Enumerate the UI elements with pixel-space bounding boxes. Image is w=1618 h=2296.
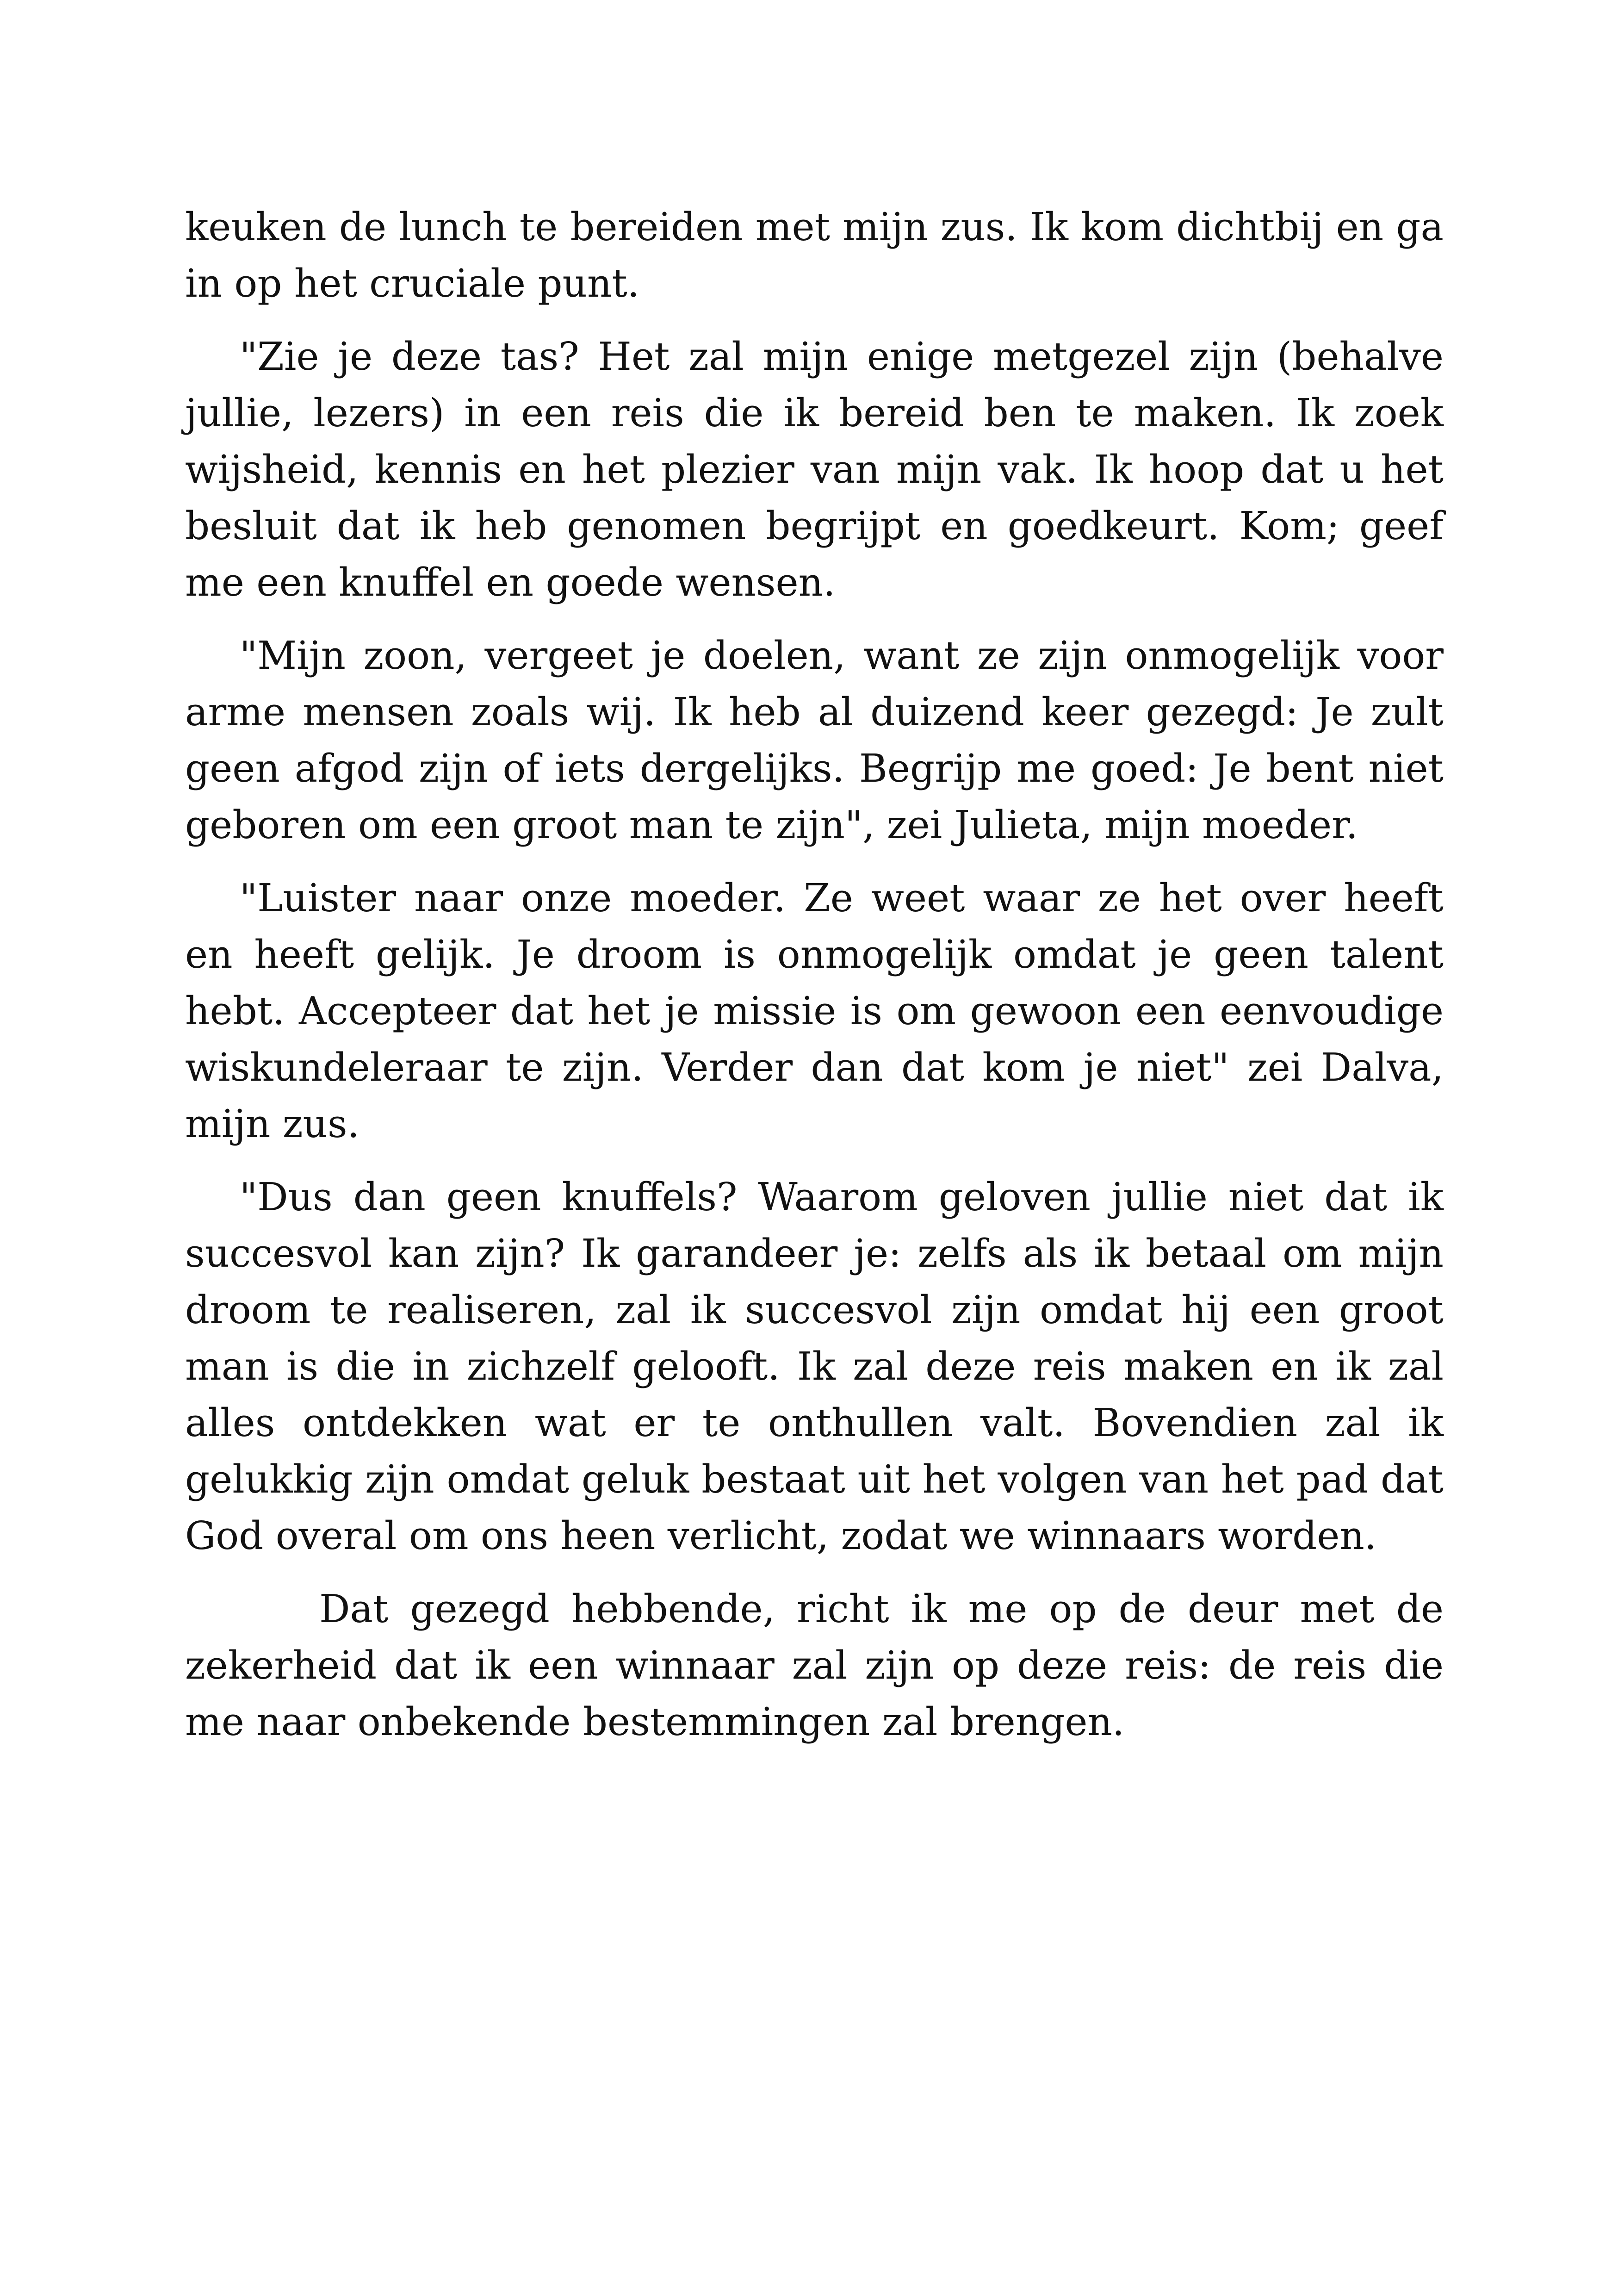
- body-text: [185, 199, 1444, 1767]
- paragraph-6: Dat gezegd hebbende, richt ik me op de deur met de zekerheid dat ik een winnaar zal zijn op deze reis: de reis die me naar onbekende bestemmingen zal brengen.: [185, 1587, 1444, 1744]
- paragraph-5: "Dus dan geen knuffels? Waarom geloven jullie niet dat ik succesvol kan zijn? Ik garandeer je: zelfs als ik betaal om mijn droom te realiseren, zal ik succesvol zijn omdat hij een groot man is die in zichzelf gelooft. Ik zal deze reis maken en ik zal alles ontdekken wat er te onthullen valt. Bovendien zal ik gelukkig zijn omdat geluk bestaat uit het volgen van het pad dat God overal om ons heen verlicht, zodat we winnaars worden.: [185, 1175, 1444, 1558]
- paragraph-3: "Mijn zoon, vergeet je doelen, want ze zijn onmogelijk voor arme mensen zoals wij. Ik heb al duizend keer gezegd: Je zult geen afgod zijn of iets dergelijks. Begrijp me goed: Je bent niet geboren om een groot man te zijn", zei Julieta, mijn moeder.: [185, 633, 1444, 847]
- paragraph-4: "Luister naar onze moeder. Ze weet waar ze het over heeft en heeft gelijk. Je droom is onmogelijk omdat je geen talent hebt. Accepteer dat het je missie is om gewoon een eenvoudige wiskundeleraar te zijn. Verder dan dat kom je niet" zei Dalva, mijn zus.: [185, 876, 1444, 1146]
- paragraph-2: "Zie je deze tas? Het zal mijn enige metgezel zijn (behalve jullie, lezers) in een reis die ik bereid ben te maken. Ik zoek wijsheid, kennis en het plezier van mijn vak. Ik hoop dat u het besluit dat ik heb genomen begrijpt en goedkeurt. Kom; geef me een knuffel en goede wensen.: [185, 334, 1444, 605]
- paragraph-1: keuken de lunch te bereiden met mijn zus. Ik kom dichtbij en ga in op het cruciale punt.: [185, 205, 1444, 306]
